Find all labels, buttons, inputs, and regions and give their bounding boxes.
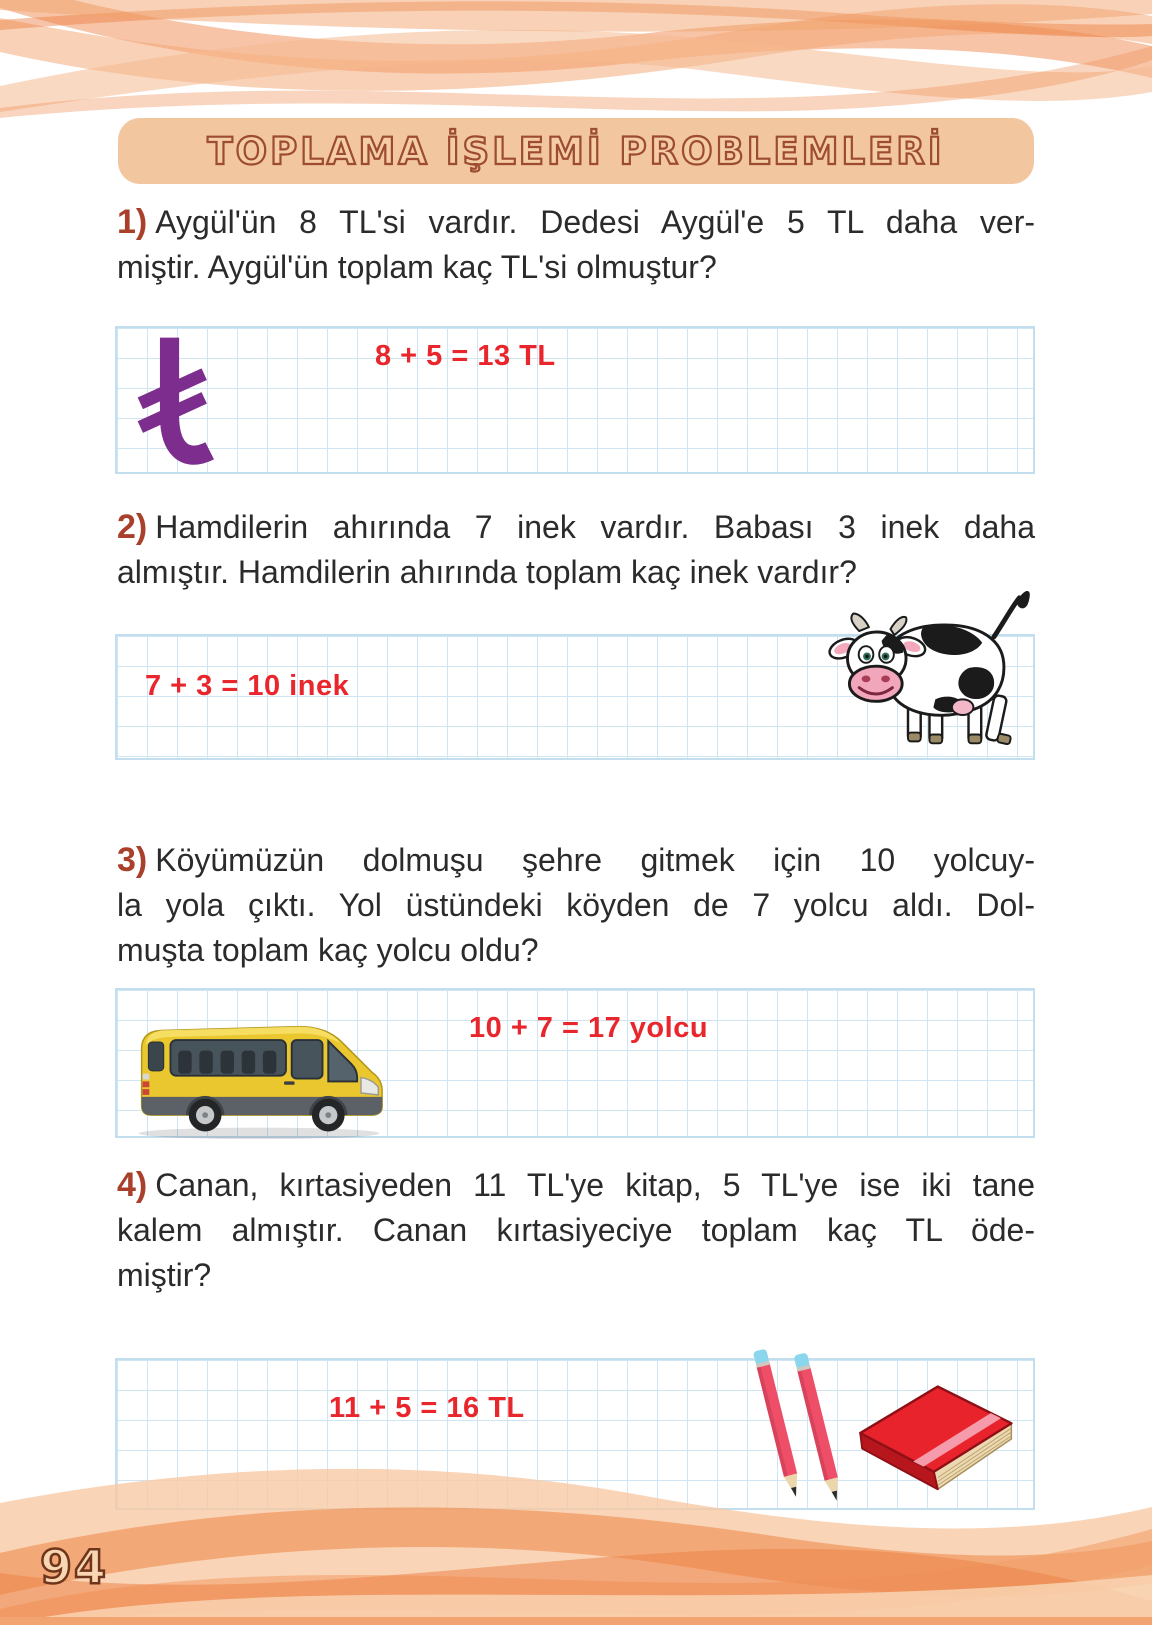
answer-2: 7 + 3 = 10 inek (145, 670, 350, 702)
page-number: 94 (40, 1540, 109, 1594)
problem-2-text: Hamdilerin ahırında 7 inek vardır. Babası 3 inek daha (155, 509, 1035, 545)
problem-2-number: 2) (117, 508, 148, 546)
problem-2 (117, 505, 1035, 595)
problem-4 (117, 1163, 1035, 1298)
problem-2-line-2: almıştır. Hamdilerin ahırında toplam kaç inek vardır? (117, 554, 857, 590)
answer-box-1 (115, 326, 1035, 474)
cow-illustration (826, 586, 1031, 762)
problem-1-line-1 (117, 200, 1035, 245)
problem-4-line-3: miştir? (117, 1257, 212, 1293)
problem-1-text: Aygül'ün 8 TL'si vardır. Dedesi Aygül'e 5 TL daha ver- (155, 204, 1035, 240)
answer-box-3 (115, 988, 1035, 1138)
problem-4-number: 4) (117, 1166, 148, 1204)
problem-4-line-2: kalem almıştır. Canan kırtasiyeciye toplam kaç TL öde- (117, 1212, 1035, 1248)
problem-1 (117, 200, 1035, 290)
problem-3-line-1 (117, 838, 1035, 883)
problem-1-number: 1) (117, 203, 148, 241)
problem-3 (117, 838, 1035, 973)
problem-3-text: Köyümüzün dolmuşu şehre gitmek için 10 yolcuy- (155, 842, 1035, 878)
problem-1-line-2: miştir. Aygül'ün toplam kaç TL'si olmuştur? (117, 249, 717, 285)
answer-box-2 (115, 634, 1035, 760)
answer-4: 11 + 5 = 16 TL (329, 1392, 525, 1424)
section-banner (118, 118, 1034, 184)
problem-3-number: 3) (117, 841, 148, 879)
problem-4-text: Canan, kırtasiyeden 11 TL'ye kitap, 5 TL'ye ise iki tane (155, 1167, 1035, 1203)
turkish-lira-icon (129, 334, 221, 480)
problem-4-line-1 (117, 1163, 1035, 1208)
minibus-illustration (123, 1016, 395, 1143)
answer-1: 8 + 5 = 13 TL (375, 340, 556, 372)
section-title: TOPLAMA İŞLEMİ PROBLEMLERİ (207, 129, 945, 173)
bottom-wave-decoration (0, 1433, 1152, 1625)
problem-3-line-3: muşta toplam kaç yolcu oldu? (117, 932, 539, 968)
problem-3-line-2: la yola çıktı. Yol üstündeki köyden de 7 yolcu aldı. Dol- (117, 887, 1035, 923)
top-wave-decoration (0, 0, 1152, 118)
answer-3: 10 + 7 = 17 yolcu (469, 1012, 709, 1044)
problem-2-line-1 (117, 505, 1035, 550)
